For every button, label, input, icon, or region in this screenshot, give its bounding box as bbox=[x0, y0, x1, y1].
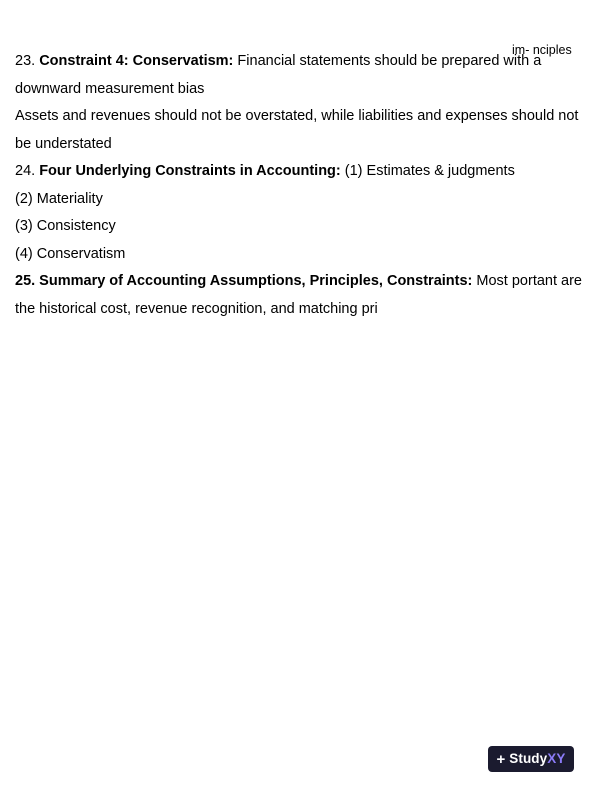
list-item bbox=[15, 158, 597, 186]
item-term: Constraint 4: Conservatism: bbox=[39, 53, 234, 69]
item-term: 25. Summary of Accounting Assumptions, Principles, Constraints: bbox=[15, 273, 473, 289]
item-text: (2) Materiality bbox=[15, 190, 103, 207]
item-text: (4) Conservatism bbox=[15, 245, 126, 262]
item-text: Assets and revenues should not be overstated, while liabilities and expenses should not be understated bbox=[15, 108, 579, 152]
plus-icon: + bbox=[496, 750, 506, 768]
item-number: 24. bbox=[15, 163, 36, 179]
watermark-badge bbox=[488, 746, 574, 772]
item-text: Financial statements should be prepared with a downward measurement bias bbox=[15, 53, 542, 97]
watermark-name bbox=[509, 750, 565, 768]
item-term: Four Underlying Constraints in Accounting: bbox=[39, 163, 341, 179]
list-item bbox=[15, 241, 597, 269]
item-number: 23. bbox=[15, 53, 36, 69]
item-text: (3) Consistency bbox=[15, 218, 116, 234]
item-text-fragment: im- nciples bbox=[512, 43, 572, 57]
watermark-name-primary: Study bbox=[509, 751, 548, 766]
list-item bbox=[15, 186, 597, 214]
list-item bbox=[15, 213, 597, 241]
item-text: Most portant are the historical cost, revenue recognition, and matching pri bbox=[15, 273, 582, 317]
list-item bbox=[15, 103, 597, 158]
item-text: (1) Estimates & judgments bbox=[344, 163, 515, 179]
document-body bbox=[15, 43, 597, 323]
watermark-name-accent: XY bbox=[547, 751, 566, 766]
list-item bbox=[15, 48, 597, 103]
